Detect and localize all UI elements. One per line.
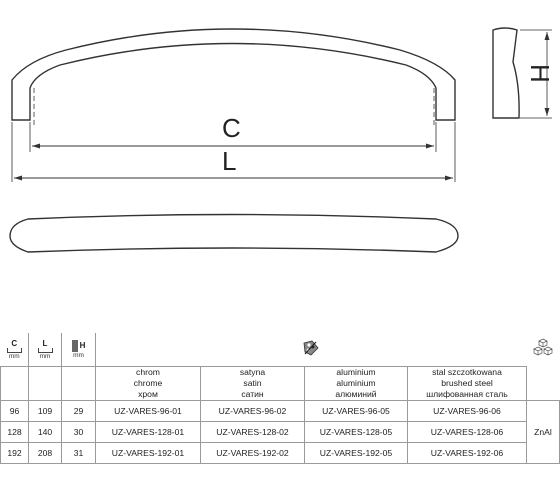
- handle-top-view: [10, 215, 458, 253]
- product-code: UZ-VARES-96-02: [201, 401, 305, 422]
- product-code: UZ-VARES-192-05: [305, 443, 408, 464]
- l-value: 140: [29, 422, 62, 443]
- product-code: UZ-VARES-128-01: [96, 422, 201, 443]
- handle-front-view: [12, 29, 455, 120]
- material-value: ZnAl: [527, 401, 560, 464]
- c-value: 192: [1, 443, 29, 464]
- table-row: [1, 422, 560, 443]
- table-row: [1, 401, 560, 422]
- l-dimension-symbol: L mm: [29, 333, 62, 367]
- product-code: UZ-VARES-128-05: [305, 422, 408, 443]
- finish-header-chrome: chrom chrome хром: [96, 367, 201, 401]
- c-value: 128: [1, 422, 29, 443]
- palette-icon: [302, 340, 320, 356]
- product-code: UZ-VARES-192-02: [201, 443, 305, 464]
- finish-header-satin: satyna satin сатин: [201, 367, 305, 401]
- product-code: UZ-VARES-128-02: [201, 422, 305, 443]
- finish-header-icon-cell: [96, 333, 527, 367]
- finish-header-brushed-steel: stal szczotkowana brushed steel шлифованная сталь: [408, 367, 527, 401]
- c-bracket-icon: [7, 348, 22, 353]
- h-value: 30: [62, 422, 96, 443]
- product-code: UZ-VARES-192-06: [408, 443, 527, 464]
- dimension-label-h: H: [525, 64, 555, 83]
- h-block-icon: [72, 340, 78, 352]
- dimension-label-l: L: [222, 146, 237, 176]
- cubes-icon: [532, 338, 554, 358]
- c-value: 96: [1, 401, 29, 422]
- product-code: UZ-VARES-96-06: [408, 401, 527, 422]
- table-row: [1, 443, 560, 464]
- c-dimension-symbol: C mm: [1, 333, 29, 367]
- spec-table: [0, 333, 560, 464]
- h-dimension-symbol: H mm: [62, 333, 96, 367]
- dimension-label-c: C: [222, 113, 241, 143]
- product-code: UZ-VARES-96-05: [305, 401, 408, 422]
- h-value: 31: [62, 443, 96, 464]
- handle-side-view: [493, 28, 519, 118]
- product-code: UZ-VARES-192-01: [96, 443, 201, 464]
- product-code: UZ-VARES-128-06: [408, 422, 527, 443]
- product-code: UZ-VARES-96-01: [96, 401, 201, 422]
- l-value: 208: [29, 443, 62, 464]
- h-value: 29: [62, 401, 96, 422]
- finish-header-aluminium: aluminium aluminium алюминий: [305, 367, 408, 401]
- l-bracket-icon: [38, 348, 53, 353]
- l-value: 109: [29, 401, 62, 422]
- material-header-icon-cell: [527, 333, 560, 367]
